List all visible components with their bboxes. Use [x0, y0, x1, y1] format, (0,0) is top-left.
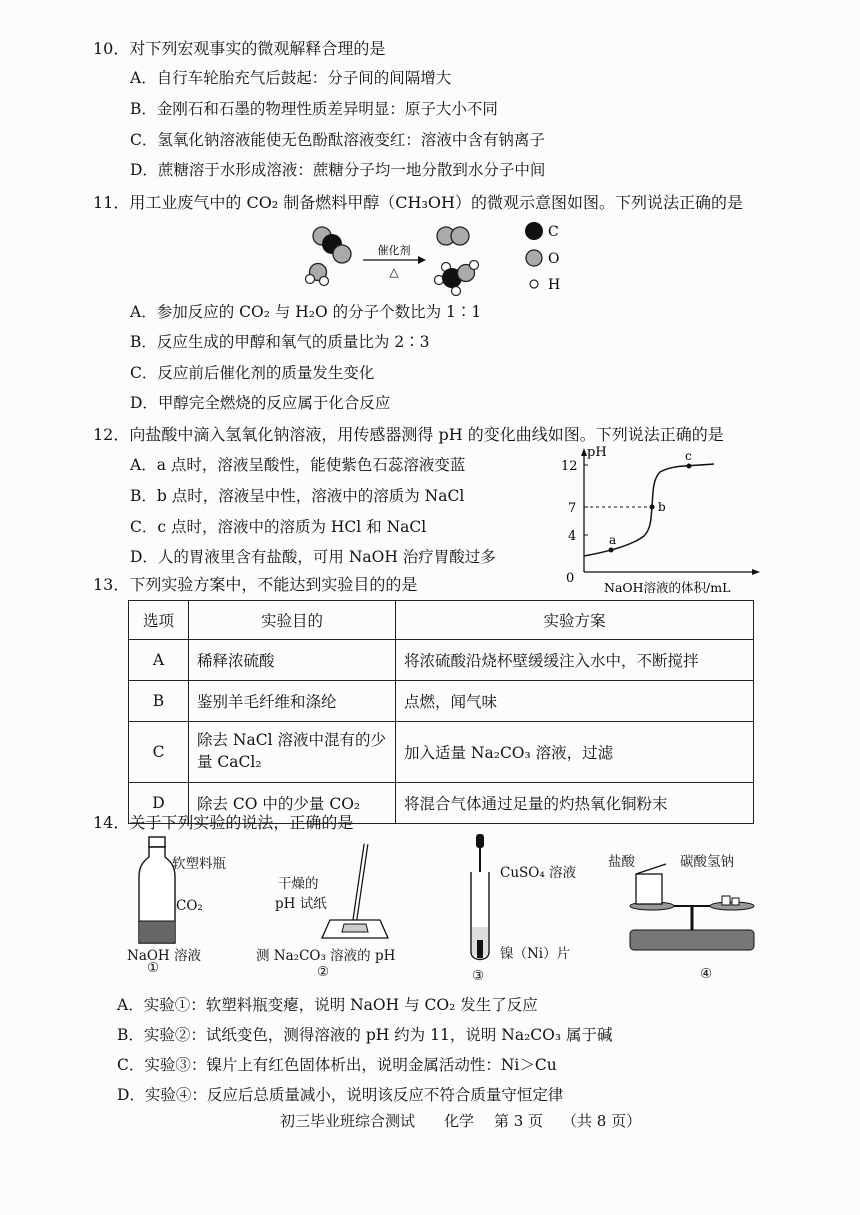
fig4-balance-drawing — [622, 860, 762, 960]
q12-option-d: D．人的胃液里含有盐酸，可用 NaOH 治疗胃酸过多 — [130, 548, 496, 566]
co2-molecule — [313, 227, 351, 263]
point-b — [650, 505, 655, 510]
q14-option-a: A．实验①：软塑料瓶变瘪，说明 NaOH 与 CO₂ 发生了反应 — [117, 996, 538, 1014]
row-d-plan: 将混合气体通过足量的灼热氧化铜粉末 — [396, 783, 754, 824]
q14-option-c: C．实验③：镍片上有红色固体析出，说明金属活动性：Ni＞Cu — [117, 1056, 557, 1074]
row-b-purpose: 鉴别羊毛纤维和涤纶 — [189, 681, 396, 722]
point-c — [687, 464, 692, 469]
row-a-purpose: 稀释浓硫酸 — [189, 640, 396, 681]
ytick-4: 4 — [568, 529, 577, 544]
header-option: 选项 — [129, 601, 189, 640]
q10-option-b: B．金刚石和石墨的物理性质差异明显：原子大小不同 — [130, 100, 498, 118]
h2o-molecule — [306, 264, 329, 286]
table-row — [129, 722, 754, 783]
q11-reaction-diagram — [300, 218, 600, 296]
header-purpose: 实验目的 — [189, 601, 396, 640]
row-b-option: B — [129, 681, 189, 722]
fig1-gas-label: CO₂ — [176, 898, 203, 914]
row-d-option: D — [129, 783, 189, 824]
point-c-label: c — [685, 449, 692, 463]
fig3-solution-label: CuSO₄ 溶液 — [500, 865, 577, 881]
fig2-number: ② — [317, 964, 330, 980]
footer-page: 第 3 页 — [494, 1112, 544, 1130]
ph-curve-chart — [556, 444, 766, 598]
legend-oxygen-icon — [526, 250, 542, 266]
q10-option-d: D．蔗糖溶于水形成溶液：蔗糖分子均一地分散到水分子中间 — [130, 161, 546, 179]
q10-option-c: C．氢氧化钠溶液能使无色酚酞溶液变红：溶液中含有钠离子 — [130, 131, 545, 149]
row-d-purpose: 除去 CO 中的少量 CO₂ — [189, 783, 396, 824]
q12-option-c: C．c 点时，溶液中的溶质为 HCl 和 NaCl — [130, 518, 427, 536]
fig1-bottle-label: 软塑料瓶 — [172, 856, 226, 872]
header-plan: 实验方案 — [396, 601, 754, 640]
q13-stem: 13．下列实验方案中，不能达到实验目的的是 — [93, 575, 418, 594]
q14-option-d: D．实验④：反应后总质量减小，说明该反应不符合质量守恒定律 — [117, 1086, 564, 1104]
origin-label: 0 — [566, 571, 575, 586]
experiment-table — [128, 600, 754, 824]
row-c-option: C — [129, 722, 189, 783]
fig1-number: ① — [147, 960, 160, 976]
row-c-plan: 加入适量 Na₂CO₃ 溶液，过滤 — [396, 722, 754, 783]
q10-option-a: A．自行车轮胎充气后鼓起：分子间的间隔增大 — [130, 69, 452, 87]
row-b-plan: 点燃，闻气味 — [396, 681, 754, 722]
q12-option-a: A．a 点时，溶液呈酸性，能使紫色石蕊溶液变蓝 — [130, 456, 466, 474]
point-a-label: a — [609, 533, 617, 547]
fig1-solution-label: NaOH 溶液 — [127, 948, 201, 964]
fig2-caption: 测 Na₂CO₃ 溶液的 pH — [256, 948, 396, 964]
catalyst-label: 催化剂 — [377, 244, 411, 257]
q11-stem: 11．用工业废气中的 CO₂ 制备燃料甲醇（CH₃OH）的微观示意图如图。下列说法正确的是 — [93, 193, 743, 212]
table-row — [129, 640, 754, 681]
point-b-label: b — [658, 500, 666, 514]
legend-hydrogen-icon — [530, 280, 538, 288]
q11-option-b: B．反应生成的甲醇和氧气的质量比为 2∶3 — [130, 333, 430, 351]
q11-option-d: D．甲醇完全燃烧的反应属于化合反应 — [130, 394, 391, 412]
fig3-number: ③ — [472, 968, 485, 984]
q14-option-b: B．实验②：试纸变色，测得溶液的 pH 约为 11，说明 Na₂CO₃ 属于碱 — [117, 1026, 613, 1044]
legend-carbon-icon — [525, 222, 543, 240]
fig4-acid-label: 盐酸 — [608, 854, 635, 870]
q11-option-a: A．参加反应的 CO₂ 与 H₂O 的分子个数比为 1∶1 — [130, 303, 482, 321]
fig3-metal-label: 镍（Ni）片 — [500, 946, 571, 962]
table-row — [129, 681, 754, 722]
footer-exam: 初三毕业班综合测试 — [280, 1112, 416, 1130]
q11-option-c: C．反应前后催化剂的质量发生变化 — [130, 364, 375, 382]
point-a — [609, 548, 614, 553]
q12-option-b: B．b 点时，溶液呈中性，溶液中的溶质为 NaCl — [130, 487, 465, 505]
q12-stem: 12．向盐酸中滴入氢氧化钠溶液，用传感器测得 pH 的变化曲线如图。下列说法正确的是 — [93, 425, 724, 444]
methanol-molecule — [435, 261, 479, 296]
legend-o-label: O — [548, 251, 560, 267]
row-a-option: A — [129, 640, 189, 681]
ytick-7: 7 — [568, 501, 577, 516]
fig4-salt-label: 碳酸氢钠 — [680, 854, 734, 870]
fig2-paper-label-line1: 干燥的 — [278, 876, 319, 892]
y-axis-label: pH — [587, 445, 607, 460]
row-c-purpose: 除去 NaCl 溶液中混有的少量 CaCl₂ — [189, 722, 396, 783]
legend-c-label: C — [548, 224, 559, 240]
fig4-number: ④ — [700, 966, 713, 982]
footer-subject: 化学 — [444, 1112, 475, 1130]
footer-total: （共 8 页） — [562, 1112, 642, 1130]
fig3-test-tube-drawing — [462, 832, 502, 972]
x-axis-label: NaOH溶液的体积/mL — [604, 580, 731, 595]
o2-molecule — [437, 227, 469, 245]
ph-curve — [584, 464, 714, 556]
table-header-row — [129, 601, 754, 640]
q10-stem: 10．对下列宏观事实的微观解释合理的是 — [93, 39, 386, 58]
legend-h-label: H — [548, 277, 561, 293]
fig2-paper-label-line2: pH 试纸 — [275, 896, 327, 912]
heat-symbol: △ — [389, 265, 399, 279]
row-a-plan: 将浓硫酸沿烧杯壁缓缓注入水中，不断搅拌 — [396, 640, 754, 681]
q14-stem: 14．关于下列实验的说法，正确的是 — [93, 813, 354, 832]
ytick-12: 12 — [561, 459, 578, 474]
